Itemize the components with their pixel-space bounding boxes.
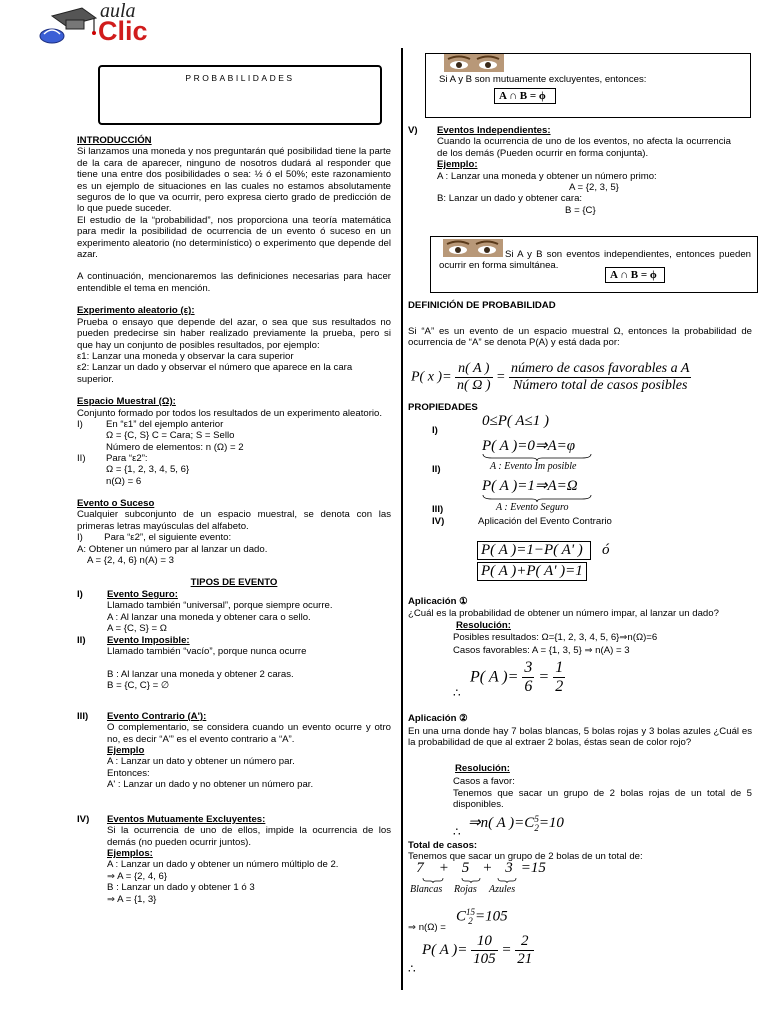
independent-box [430, 236, 758, 293]
right-column [408, 125, 752, 235]
logo [38, 0, 168, 48]
sample-space-i-line2: Ω = {C, S} C = Cara; S = Sello [106, 430, 235, 442]
ap2-f1-sup: 5 [534, 813, 539, 824]
eyes-icon [444, 54, 504, 72]
type-ii-title: Evento Imposible: [107, 634, 190, 646]
properties-heading: PROPIEDADES [408, 402, 478, 413]
ap2-label-rojas: Rojas [454, 884, 477, 895]
ap2-c: C [456, 908, 467, 925]
independent-formula: A ∩ B = ϕ [605, 267, 665, 283]
type-i-line1: Llamado también “universal”, porque siempre ocurre. [107, 600, 333, 612]
therefore-2: ∴ [453, 825, 461, 839]
def-fraction-2 [509, 361, 691, 394]
application-2-resolution: Resolución: [455, 763, 510, 774]
experiment-example-2: ε2: Lanzar un dado y observar el número que aparece en la cara superior. [77, 362, 353, 385]
mutually-exclusive-formula: A ∩ B = ϕ [494, 88, 556, 104]
ap2-f1-sub: 2 [534, 822, 539, 833]
application-1-line2: Casos favorables: A = {1, 3, 5} ⇒ n(A) = 3 [453, 645, 630, 656]
ap2-label-azules: Azules [489, 884, 516, 895]
type-iii-title: Evento Contrario (A'): [107, 710, 207, 722]
prop-ii-formula: P( A )=1⇒A=Ω [482, 478, 578, 494]
type-i-line2: A : Al lanzar una moneda y obtener cara o sello. [107, 611, 311, 623]
application-2-cases-favor: Casos a favor: [453, 776, 515, 787]
experiment-heading: Experimento aleatorio (ε): [77, 305, 195, 317]
ap2-pd1: 105 [473, 951, 496, 967]
logo-text-clic: Clic [98, 16, 148, 46]
prop-ii-brace [482, 494, 592, 502]
type-iv-example: Ejemplos: [107, 848, 153, 859]
ap1-frac-2 [553, 659, 565, 696]
def-eq: = [496, 369, 506, 385]
ap1-lhs: P( A )= [470, 668, 519, 686]
ap2-pd2: 21 [517, 951, 533, 967]
def-fraction-1 [455, 361, 492, 394]
ap2-n2: 5 [461, 860, 470, 876]
independent-text: Si A y B son eventos independientes, entonces pueden ocurrir en forma simultánea. [439, 249, 751, 272]
ap2-pn2: 2 [515, 933, 534, 951]
contrary-formula-2: P( A )+P( A' )=1 [477, 562, 587, 581]
type-iv-label: IV) [77, 813, 90, 825]
application-2-formula-final: P( A )= $\frac{10}{105}$ = $\frac{2}{21}$ [422, 933, 533, 967]
ap2-p-lhs: P( A )= [422, 942, 468, 958]
type-ii-line2: B : Al lanzar una moneda y obtener 2 caras. [107, 668, 294, 680]
definition-heading: DEFINICIÓN DE PROBABILIDAD [408, 300, 556, 311]
sample-space-paragraph: Conjunto formado por todos los resultados de un experimento aleatorio. [77, 407, 383, 419]
type-ii-label: II) [77, 634, 86, 646]
application-1-formula: P( A )= $\frac{3}{6}$ = $\frac{1}{2}$ [470, 659, 564, 695]
intro-paragraph-1: Si lanzamos una moneda y nos preguntarán qué posibilidad tiene la parte de la cara de aparecer, ninguno de nosotros dudará al responder que tiene una entre dos posibilidades o sea: ½ ó el 50%; este razonamiento es un ejemplo de situaciones en las cuales no estamos absolutamente seguros de lo que va ocurrir, pero expresa cierto grado de predicción de lo que puede suceder. [77, 146, 391, 215]
ap2-frac-1 [471, 933, 498, 968]
application-2-line1: Tenemos que sacar un grupo de 2 bolas rojas de un total de 5 disponibles. [453, 788, 752, 811]
ap1-d2: 2 [555, 678, 564, 695]
ap1-n2: 1 [555, 659, 564, 676]
contrary-formula-1: P( A )=1−P( A' ) [477, 541, 591, 560]
event-set: A = {2, 4, 6} n(A) = 3 [87, 554, 174, 566]
intro-heading: INTRODUCCIÓN [77, 135, 152, 146]
page-title: PROBABILIDADES [185, 73, 295, 83]
def-f1-num: n( A ) [455, 361, 492, 378]
sample-space-ii-line3: n(Ω) = 6 [106, 475, 142, 487]
sample-space-ii-line2: Ω = {1, 2, 3, 4, 5, 6} [106, 464, 190, 476]
application-1-resolution: Resolución: [456, 620, 511, 631]
therefore-3: ∴ [408, 962, 416, 976]
application-1-line1: Posibles resultados: Ω={1, 2, 3, 4, 5, 6}⇒n(Ω)=6 [453, 632, 658, 643]
ap2-f1: ⇒n( A )=C [468, 815, 535, 831]
type-iv-line1: Si la ocurrencia de uno de ellos, impide la ocurrencia de los demás (no pueden ocurrir juntos). [107, 825, 391, 848]
probability-definition-formula [411, 361, 691, 394]
sample-space-heading: Espacio Muestral (Ω): [77, 396, 176, 408]
type-i-title: Evento Seguro: [107, 588, 178, 600]
intro-paragraph-3: A continuación, mencionaremos las definiciones necesarias para hacer entendible el tema en mención. [77, 271, 391, 294]
mutually-exclusive-text: Si A y B son mutuamente excluyentes, entonces: [439, 74, 647, 85]
prop-i-brace [482, 453, 592, 461]
sample-space-i-line3: Número de elementos: n (Ω) = 2 [106, 441, 244, 453]
prop-ii-note: A : Evento Seguro [496, 502, 569, 513]
prop-iv-label: IV) [432, 516, 445, 527]
type-iii-line1: O complementario, se considera cuando un evento ocurre y otro no, es decir “A'” es el evento contrario a “A”. [107, 722, 391, 745]
type-v-title: Eventos Independientes: [437, 125, 551, 136]
intro-paragraph-2: El estudio de la “probabilidad”, nos proporciona una teoría matemática para medir la posibilidad de ocurrencia de un evento ó suceso en un experimento aleatorio (no determinístico) o experimento que depende del azar. [77, 214, 391, 261]
event-heading: Evento o Suceso [77, 497, 155, 509]
type-iii-line3: Entonces: [107, 767, 150, 779]
sample-space-i-line1: En “ε1” del ejemplo anterior [106, 418, 224, 430]
therefore-1: ∴ [453, 686, 461, 700]
definition-paragraph: Si “A” es un evento de un espacio muestral Ω, entonces la probabilidad de ocurrencia de “A” se denota P(A) y está dada por: [408, 326, 752, 349]
prop-i-note: A : Evento Im posible [490, 461, 577, 472]
type-iv-line4: B : Lanzar un dado y obtener 1 ó 3 [107, 882, 255, 894]
ap2-f1-rhs: =10 [538, 815, 564, 831]
prop-ii-label: II) [432, 464, 441, 475]
application-2-heading: Aplicación ② [408, 713, 468, 724]
def-lhs: P( x )= [411, 369, 452, 385]
event-i: I) Para “ε2”, el siguiente evento: [77, 532, 232, 544]
logo-text-aula: aula [100, 0, 136, 22]
ap2-combination [456, 908, 508, 926]
application-1-question: ¿Cuál es la probabilidad de obtener un número impar, al lanzar un dado? [408, 608, 719, 619]
experiment-example-1: ε1: Lanzar una moneda y observar la cara superior [77, 350, 294, 362]
mutually-exclusive-box [425, 53, 751, 118]
type-ii-line3: B = {C, C} = ∅ [107, 680, 170, 691]
sample-space-ii-label: II) [77, 452, 86, 464]
experiment-paragraph: Prueba o ensayo que depende del azar, o sea que sus resultados no pueden predecirse sin haber realizado previamente la prueba, pero si que hay un conjunto de posibles resultados, por ejemplo: [77, 316, 391, 351]
prop-iv-text: Aplicación del Evento Contrario [478, 516, 612, 527]
application-2-sum: 7 + 5 + 3 =15 [410, 860, 546, 877]
prop-i-formula: 0≤P( A≤1 ) [482, 413, 550, 429]
type-v-label: V) [408, 125, 418, 136]
ap2-c-sup: 15 [466, 907, 476, 917]
type-v-example: Ejemplo: [437, 159, 478, 171]
def-f2-num: número de casos favorables a A [510, 361, 690, 376]
title-box [98, 65, 382, 125]
prop-iii-label: III) [432, 504, 444, 515]
type-iii-line2: A : Lanzar un dato y obtener un número par. [107, 756, 295, 768]
type-i-label: I) [77, 588, 83, 600]
def-f2-den: Número total de casos posibles [512, 378, 688, 393]
ap2-n3: 3 [505, 860, 513, 876]
event-a: A: Obtener un número par al lanzar un dado. [77, 543, 268, 555]
application-2-formula-1 [468, 813, 564, 833]
type-iv-line3: ⇒ A = {2, 4, 6} [107, 870, 168, 882]
application-1-heading: Aplicación ① [408, 596, 468, 607]
ap1-n1: 3 [524, 659, 533, 676]
type-ii-line1: Llamado también “vacío”, porque nunca ocurre [107, 646, 307, 658]
application-2-total-heading: Total de casos: [408, 840, 478, 851]
column-divider [401, 48, 403, 990]
type-iii-example: Ejemplo [107, 745, 145, 756]
def-f1-den: n( Ω ) [457, 378, 491, 393]
ap2-label-blancas: Blancas [410, 884, 443, 895]
ap1-d1: 6 [524, 678, 533, 695]
type-v-line2: A = {2, 3, 5} [569, 182, 619, 194]
type-iii-label: III) [77, 710, 89, 722]
application-2-question: En una urna donde hay 7 bolas blancas, 5 bolas rojas y 3 bolas azules ¿Cuál es la probabilidad de que al extraer 2 bolas, éstas sean de color rojo? [408, 726, 752, 749]
ap2-n1: 7 [416, 860, 424, 876]
type-iv-title: Eventos Mutuamente Excluyentes: [107, 813, 266, 825]
event-paragraph: Cualquier subconjunto de un espacio muestral, se denota con las primeras letras mayúsculas del alfabeto. [77, 509, 391, 532]
sample-space-ii-line1: Para “ε2”: [106, 452, 148, 464]
type-v-line3: B: Lanzar un dado y obtener cara: [437, 193, 583, 205]
prop-i-label: I) [432, 425, 438, 436]
type-v-line1: A : Lanzar una moneda y obtener un número primo: [437, 170, 657, 182]
sum-braces [410, 877, 530, 883]
graduation-cap-mouse-icon [38, 6, 98, 46]
application-2-line2: Tenemos que sacar un grupo de 2 bolas de un total de: [408, 851, 643, 862]
ap2-c-sub: 2 [468, 916, 473, 926]
ap1-frac-1 [522, 659, 534, 696]
type-v-line4: B = {C} [565, 204, 596, 216]
sample-space-i-label: I) [77, 418, 83, 430]
ap2-c-rhs: =105 [475, 908, 508, 925]
type-i-line3: A = {C, S} = Ω [107, 623, 167, 634]
event-types-heading: TIPOS DE EVENTO [190, 577, 278, 589]
ap2-n-omega: ⇒ n(Ω) = [408, 922, 446, 933]
prop-i-b-formula: P( A )=0⇒A=φ [482, 438, 576, 454]
type-iii-line4: A' : Lanzar un dado y no obtener un número par. [107, 779, 314, 791]
contrary-formula-or: ó [602, 542, 610, 558]
type-v-paragraph: Cuando la ocurrencia de uno de los eventos, no afecta la ocurrencia de los demás (Pueden ocurrir en forma conjunta). [437, 136, 731, 159]
type-iv-line2: A : Lanzar un dado y obtener un número múltiplo de 2. [107, 859, 339, 871]
ap2-sum: =15 [520, 860, 546, 876]
type-iv-line5: ⇒ A = {1, 3} [107, 893, 157, 905]
left-column [77, 135, 391, 914]
ap2-frac-2 [515, 933, 534, 968]
ap2-pn1: 10 [471, 933, 498, 951]
